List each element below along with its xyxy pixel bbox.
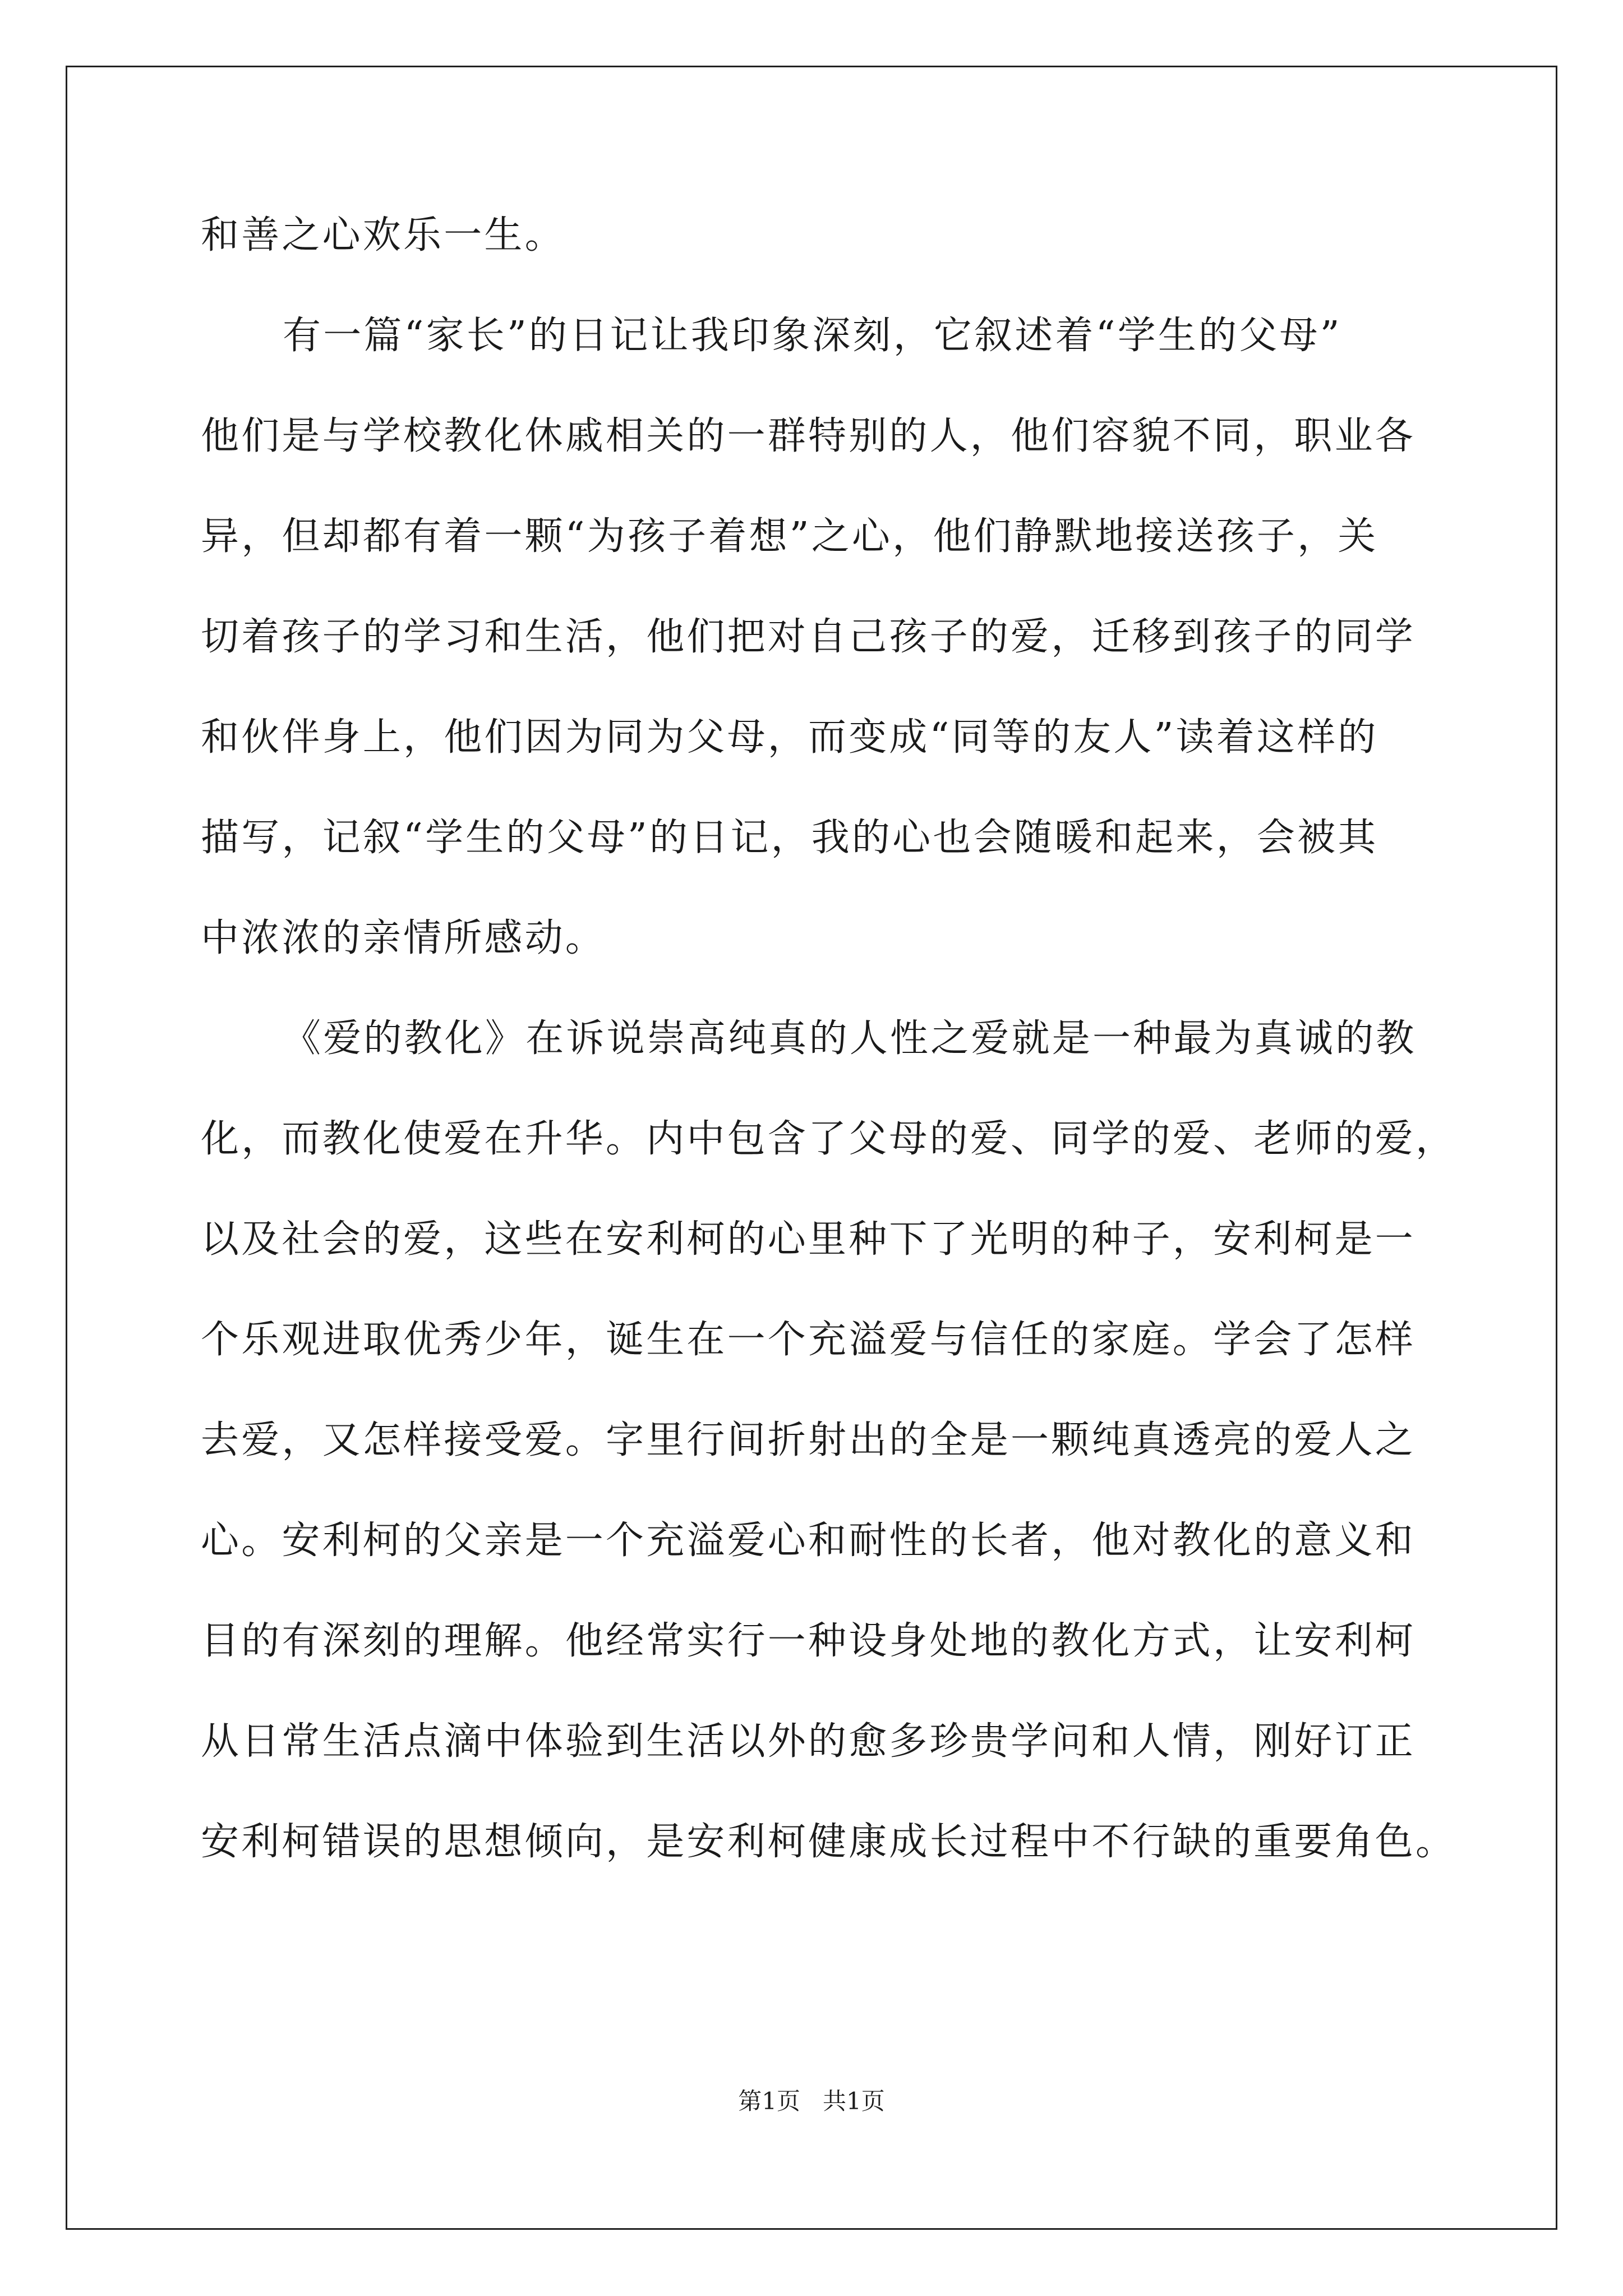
- text-line-16: 从日常生活点滴中体验到生活以外的愈多珍贵学问和人情，刚好订正: [201, 1719, 1416, 1764]
- text-line-13: 去爱，又怎样接受爱。字里行间折射出的全是一颗纯真透亮的爱人之: [201, 1418, 1416, 1462]
- text-line-12: 个乐观进取优秀少年，诞生在一个充溢爱与信任的家庭。学会了怎样: [201, 1318, 1416, 1362]
- text-line-7: 描写，记叙“学生的父母”的日记，我的心也会随暖和起来，会被其: [201, 816, 1378, 860]
- text-line-11: 以及社会的爱，这些在安利柯的心里种下了光明的种子，安利柯是一: [201, 1217, 1416, 1262]
- text-line-1: 和善之心欢乐一生。: [201, 213, 565, 257]
- text-line-10: 化，而教化使爱在升华。内中包含了父母的爱、同学的爱、老师的爱，: [201, 1117, 1456, 1161]
- text-line-6: 和伙伴身上，他们因为同为父母，而变成“同等的友人”读着这样的: [201, 715, 1378, 760]
- page-footer: [0, 2085, 1623, 2118]
- text-line-5: 切着孩子的学习和生活，他们把对自己孩子的爱，迁移到孩子的同学: [201, 615, 1416, 659]
- text-line-4: 异，但却都有着一颗“为孩子着想”之心，他们静默地接送孩子，关: [201, 514, 1378, 559]
- document-body: [201, 185, 1456, 1892]
- text-line-2: 有一篇“家长”的日记让我印象深刻，它叙述着“学生的父母”: [283, 314, 1342, 358]
- page-total: 共1页: [823, 2087, 885, 2115]
- text-line-14: 心。安利柯的父亲是一个充溢爱心和耐性的长者，他对教化的意义和: [201, 1519, 1416, 1563]
- text-line-17: 安利柯错误的思想倾向，是安利柯健康成长过程中不行缺的重要角色。: [201, 1820, 1456, 1864]
- text-line-3: 他们是与学校教化休戚相关的一群特别的人，他们容貌不同，职业各: [201, 414, 1416, 458]
- text-line-8: 中浓浓的亲情所感动。: [201, 916, 606, 960]
- text-line-15: 目的有深刻的理解。他经常实行一种设身处地的教化方式，让安利柯: [201, 1619, 1416, 1663]
- page-number: 第1页: [738, 2087, 800, 2115]
- text-line-9: 《爱的教化》在诉说崇高纯真的人性之爱就是一种最为真诚的教: [283, 1016, 1417, 1061]
